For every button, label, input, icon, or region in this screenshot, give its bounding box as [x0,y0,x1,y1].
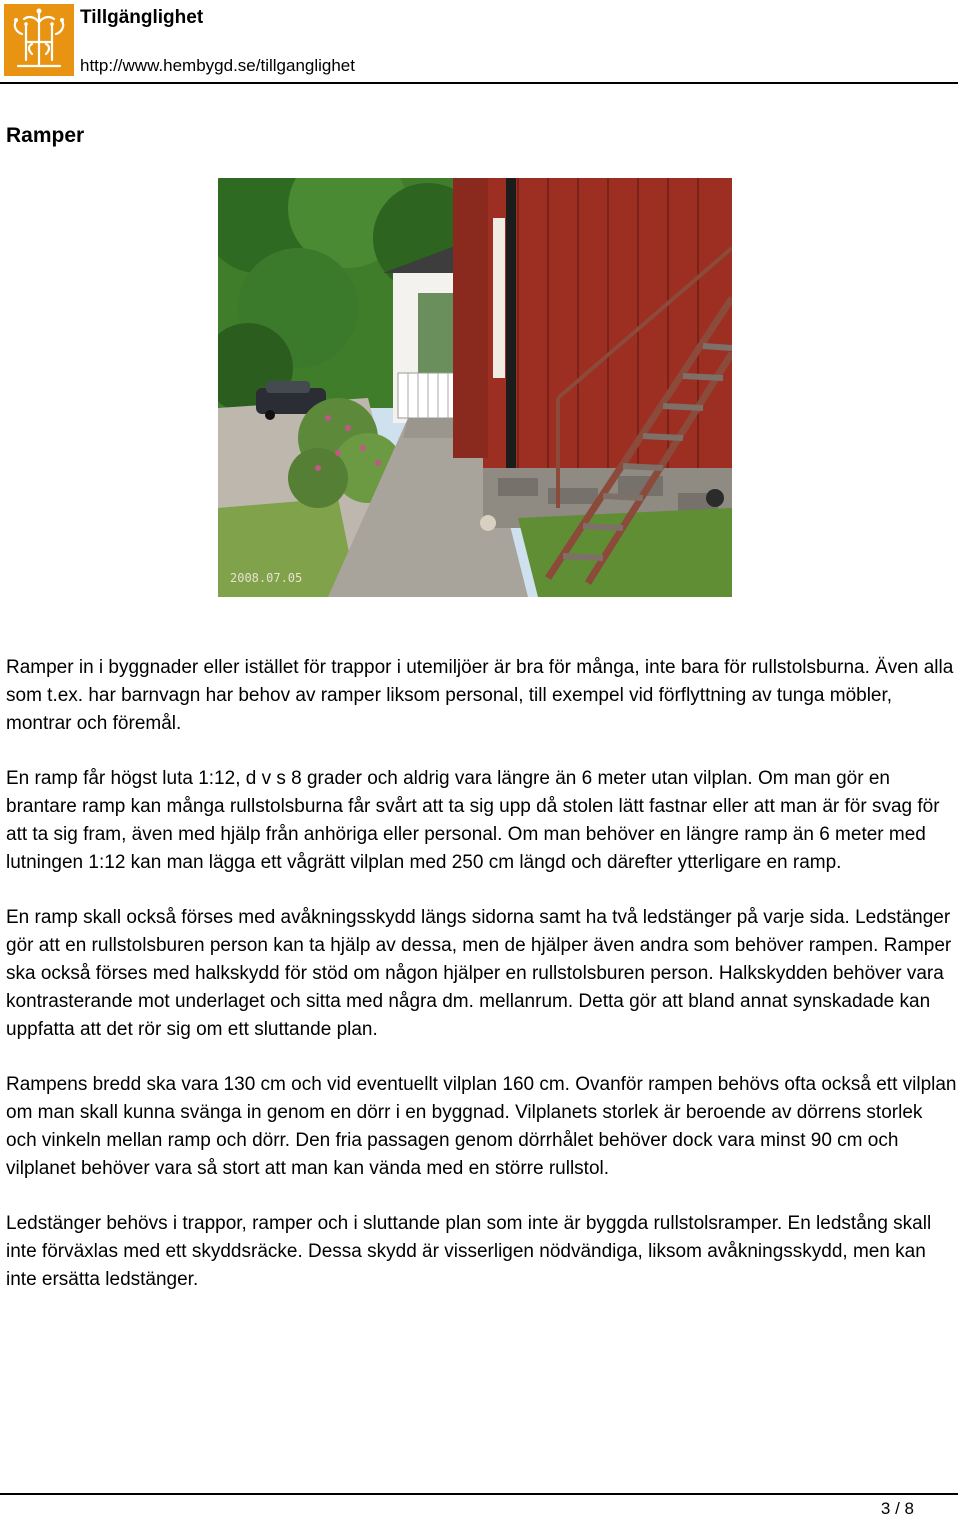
page-number: 3 / 8 [880,1499,914,1518]
section-title: Ramper [6,124,85,147]
paragraph-ramps-intro: Ramper in i byggnader eller istället för trappor i utemiljöer är bra för många, inte bara för rullstolsburna. Även alla som t.ex. har barnvagn har behov av ramper liksom personal, till exempel vid förflyttning av tunga möbler, montrar och föremål. [6,657,954,734]
site-title: Tillgänglighet [80,7,204,28]
paragraph-handrails: Ledstänger behövs i trappor, ramper och i sluttande plan som inte är byggda rullstolsramper. En ledstång skall inte förväxlas med ett skyddsräcke. Dessa skydd är visserligen nödvändiga, liksom avåkningsskydd, men kan inte ersätta ledstänger. [6,1213,932,1290]
hembygd-logo-icon [4,4,74,76]
header-divider [0,82,958,84]
paragraph-ramp-width: Rampens bredd ska vara 130 cm och vid eventuellt vilplan 160 cm. Ovanför rampen behövs ofta också ett vilplan om man skall kunna svänga in genom en dörr i en byggnad. Vilplanets storlek är beroende av dörrens storlek och vinkeln mellan ramp och dörr. Den fria passagen genom dörrhålet behöver dock vara minst 90 cm och vilplanet behöver vara så stort att man kan vända med en större rullstol. [6,1074,957,1179]
photo-date-stamp: 2008.07.05 [230,571,303,585]
footer-divider [0,1493,958,1495]
ramp-photo [218,178,732,597]
paragraph-ramp-safety: En ramp skall också förses med avåkningsskydd längs sidorna samt ha två ledstänger på varje sida. Ledstänger gör att en rullstolsburen person kan ta hjälp av dessa, men de hjälper även andra som behöver rampen. Ramper ska också förses med halkskydd för stöd om någon hjälper en rullstolsburen person. Halkskydden behöver vara kontrasterande mot underlaget och sitta med några dm. mellanrum. Detta gör att bland annat synskadade kan uppfatta att det rör sig om ett sluttande plan. [6,907,952,1040]
site-url[interactable]: http://www.hembygd.se/tillganglighet [80,56,355,75]
article-body [6,654,958,1321]
paragraph-ramp-slope: En ramp får högst luta 1:12, d v s 8 grader och aldrig vara längre än 6 meter utan vilplan. Om man gör en brantare ramp kan många rullstolsburna får svårt att ta sig upp då stolen lätt fastnar eller att man är för svag för att ta sig fram, även med hjälp från anhöriga eller personal. Om man behöver en längre ramp än 6 meter med lutningen 1:12 kan man lägga ett vågrätt vilplan med 250 cm längd och därefter ytterligare en ramp. [6,768,940,873]
